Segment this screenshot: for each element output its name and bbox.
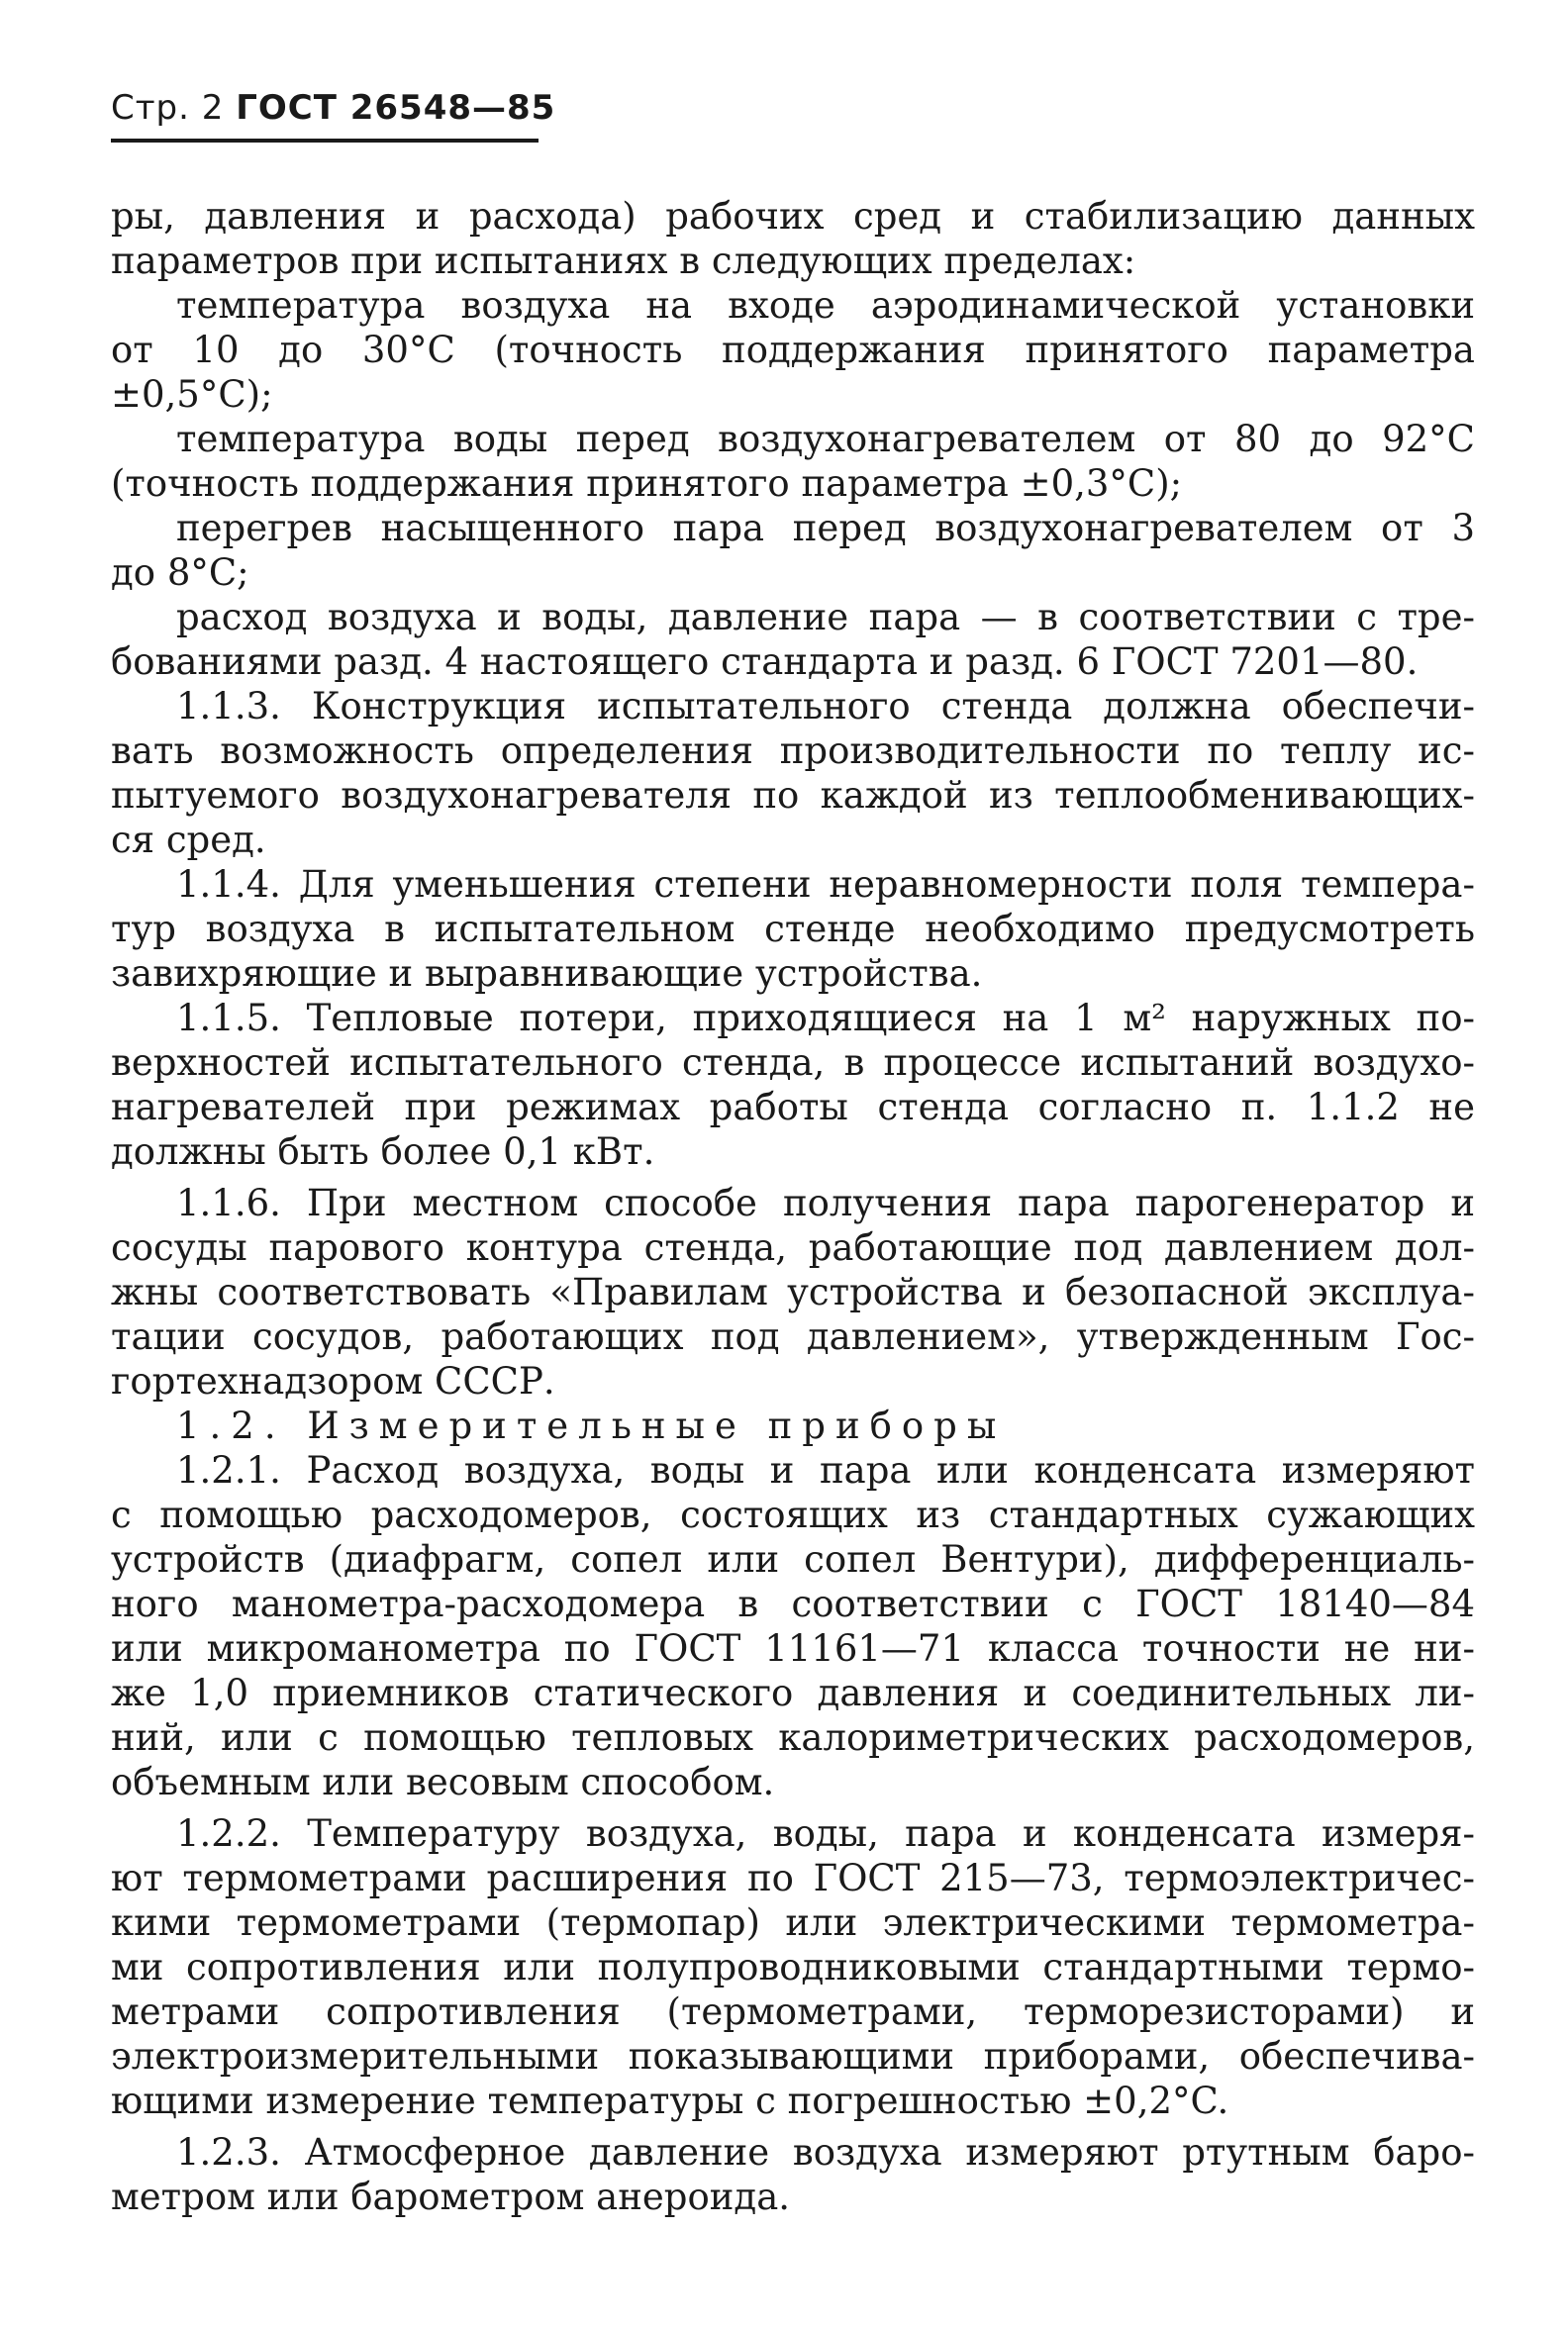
- text-line: ры, давления и расхода) рабочих сред и стабилизацию данных: [111, 195, 1475, 238]
- text-line: же 1,0 приемников статического давления и соединительных ли-: [111, 1672, 1475, 1714]
- text-line: бованиями разд. 4 настоящего стандарта и разд. 6 ГОСТ 7201—80.: [111, 640, 1419, 683]
- text-line: электроизмерительными показывающими приборами, обеспечива-: [111, 2035, 1475, 2078]
- text-line: ного манометра-расходомера в соответствии с ГОСТ 18140—84: [111, 1583, 1475, 1625]
- text-line: должны быть более 0,1 кВт.: [111, 1130, 655, 1173]
- text-line: 1.1.3. Конструкция испытательного стенда должна обеспечи-: [176, 685, 1475, 728]
- document-code: ГОСТ 26548—85: [236, 88, 556, 128]
- text-line: температура воды перед воздухонагревателем от 80 до 92°C: [176, 418, 1475, 460]
- text-line: тур воздуха в испытательном стенде необходимо предусмотреть: [111, 908, 1475, 950]
- text-line: 1.1.5. Тепловые потери, приходящиеся на 1 м² наружных по-: [176, 997, 1475, 1039]
- text-line: жны соответствовать «Правилам устройства и безопасной эксплуа-: [111, 1271, 1475, 1313]
- section-heading: 1.2. Измерительные приборы: [176, 1405, 1007, 1447]
- text-line: ют термометрами расширения по ГОСТ 215—73, термоэлектричес-: [111, 1857, 1475, 1899]
- text-line: ±0,5°C);: [111, 373, 273, 416]
- text-line: расход воздуха и воды, давление пара — в соответствии с тре-: [176, 596, 1475, 638]
- text-line: с помощью расходомеров, состоящих из стандартных сужающих: [111, 1494, 1475, 1536]
- text-line: ся сред.: [111, 819, 266, 861]
- text-line: до 8°C;: [111, 551, 249, 594]
- document-body: [111, 194, 1475, 2219]
- text-line: ний, или с помощью тепловых калориметрических расходомеров,: [111, 1716, 1475, 1759]
- page-label: Стр. 2: [111, 88, 225, 128]
- text-line: метрами сопротивления (термометрами, терморезисторами) и: [111, 1990, 1475, 2033]
- text-line: 1.2.1. Расход воздуха, воды и пара или конденсата измеряют: [176, 1449, 1475, 1492]
- text-line: 1.2.3. Атмосферное давление воздуха измеряют ртутным баро-: [176, 2131, 1475, 2174]
- text-line: вать возможность определения производительности по теплу ис-: [111, 729, 1475, 772]
- text-line: сосуды парового контура стенда, работающие под давлением дол-: [111, 1226, 1475, 1269]
- text-line: температура воздуха на входе аэродинамической установки: [176, 284, 1475, 327]
- text-line: устройств (диафрагм, сопел или сопел Вентури), дифференциаль-: [111, 1538, 1475, 1581]
- text-line: метром или барометром анероида.: [111, 2176, 791, 2218]
- text-line: пытуемого воздухонагревателя по каждой из теплообменивающих-: [111, 774, 1475, 817]
- text-line: или микроманометра по ГОСТ 11161—71 класса точности не ни-: [111, 1627, 1475, 1670]
- text-line: (точность поддержания принятого параметра ±0,3°C);: [111, 462, 1183, 505]
- text-line: верхностей испытательного стенда, в процессе испытаний воздухо-: [111, 1041, 1475, 1084]
- text-line: тации сосудов, работающих под давлением», утвержденным Гос-: [111, 1315, 1475, 1358]
- text-line: завихряющие и выравнивающие устройства.: [111, 952, 983, 995]
- text-line: 1.1.6. При местном способе получения пара парогенератор и: [176, 1182, 1475, 1224]
- text-line: 1.1.4. Для уменьшения степени неравномерности поля темпера-: [176, 863, 1475, 906]
- text-line: параметров при испытаниях в следующих пределах:: [111, 240, 1136, 282]
- text-line: объемным или весовым способом.: [111, 1761, 775, 1803]
- text-line: гортехнадзором СССР.: [111, 1360, 555, 1403]
- page-header: [111, 85, 556, 143]
- text-line: ми сопротивления или полупроводниковыми стандартными термо-: [111, 1946, 1475, 1988]
- text-line: нагревателей при режимах работы стенда согласно п. 1.1.2 не: [111, 1086, 1475, 1128]
- text-line: 1.2.2. Температуру воздуха, воды, пара и конденсата измеря-: [176, 1812, 1475, 1855]
- text-line: перегрев насыщенного пара перед воздухонагревателем от 3: [176, 507, 1475, 549]
- text-line: ющими измерение температуры с погрешностью ±0,2°C.: [111, 2080, 1229, 2122]
- text-line: от 10 до 30°C (точность поддержания принятого параметра: [111, 329, 1475, 371]
- text-line: кими термометрами (термопар) или электрическими термометра-: [111, 1901, 1475, 1944]
